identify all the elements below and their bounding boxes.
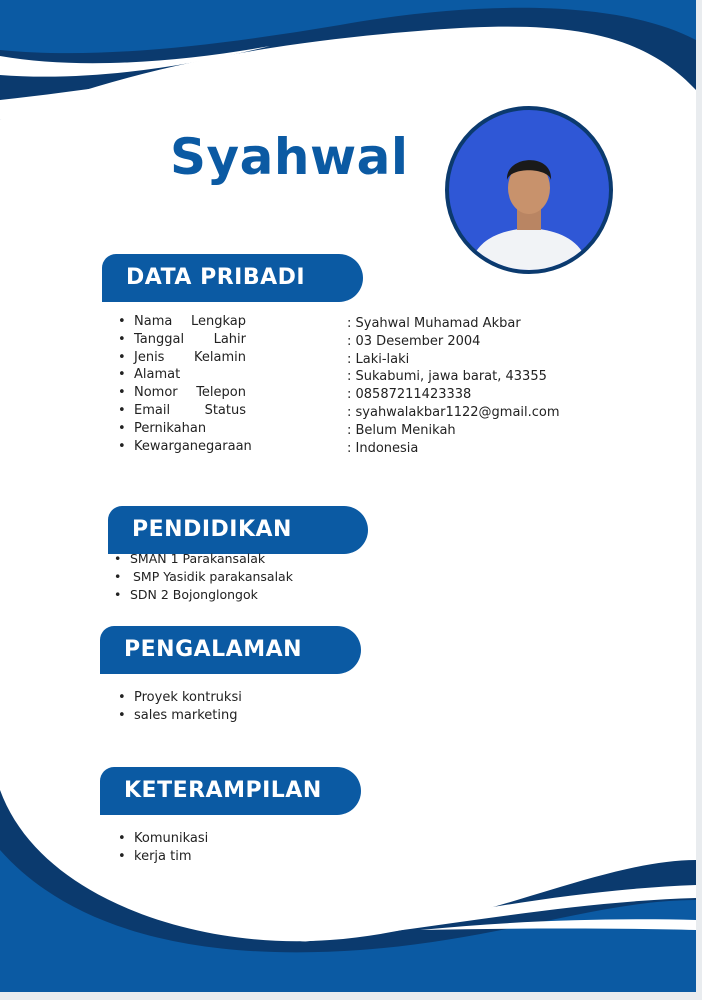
keterampilan-list (116, 830, 208, 866)
list-item: • Proyek kontruksi (116, 689, 242, 707)
value-telepon: : 08587211423338 (347, 387, 472, 403)
personal-values (347, 315, 560, 457)
list-item: • Pernikahan (116, 420, 246, 438)
list-item: • Kewarganegaraan (116, 438, 246, 456)
list-item: • Jenis Kelamin (116, 349, 246, 367)
value-tanggal-lahir: : 03 Desember 2004 (347, 333, 481, 349)
value-jenis-kelamin: : Laki-laki (347, 351, 410, 367)
bottom-wave-decoration (0, 790, 696, 992)
personal-labels-list (116, 313, 252, 455)
pengalaman-list (116, 689, 242, 725)
top-wave-decoration (0, 0, 696, 140)
section-header-pengalaman: PENGALAMAN (100, 626, 361, 674)
value-nama: : Syahwal Muhamad Akbar (347, 316, 521, 331)
list-item: • Alamat (116, 366, 246, 384)
list-item: • SMP Yasidik parakansalak (112, 568, 293, 586)
list-item: • SDN 2 Bojonglongok (112, 586, 293, 604)
list-item: • Komunikasi (116, 830, 208, 848)
pendidikan-list (112, 550, 293, 603)
section-header-pendidikan: PENDIDIKAN (108, 506, 368, 554)
list-item: • sales marketing (116, 707, 242, 725)
value-status: : Belum Menikah (347, 422, 456, 438)
list-item: • Tanggal Lahir (116, 331, 246, 349)
list-item: • Nama Lengkap (116, 313, 246, 331)
section-header-keterampilan: KETERAMPILAN (100, 767, 361, 815)
list-item: • Email Status (116, 402, 246, 420)
list-item: • SMAN 1 Parakansalak (112, 550, 293, 568)
cv-name: Syahwal (170, 128, 409, 186)
section-header-data-pribadi: DATA PRIBADI (102, 254, 363, 302)
list-item: • Nomor Telepon (116, 384, 246, 402)
value-email: : syahwalakbar1122@gmail.com (347, 404, 560, 420)
list-item: • kerja tim (116, 848, 208, 866)
value-kewarganegaraan: : Indonesia (347, 440, 419, 456)
value-alamat: : Sukabumi, jawa barat, 43355 (347, 369, 547, 385)
profile-photo (445, 106, 613, 274)
